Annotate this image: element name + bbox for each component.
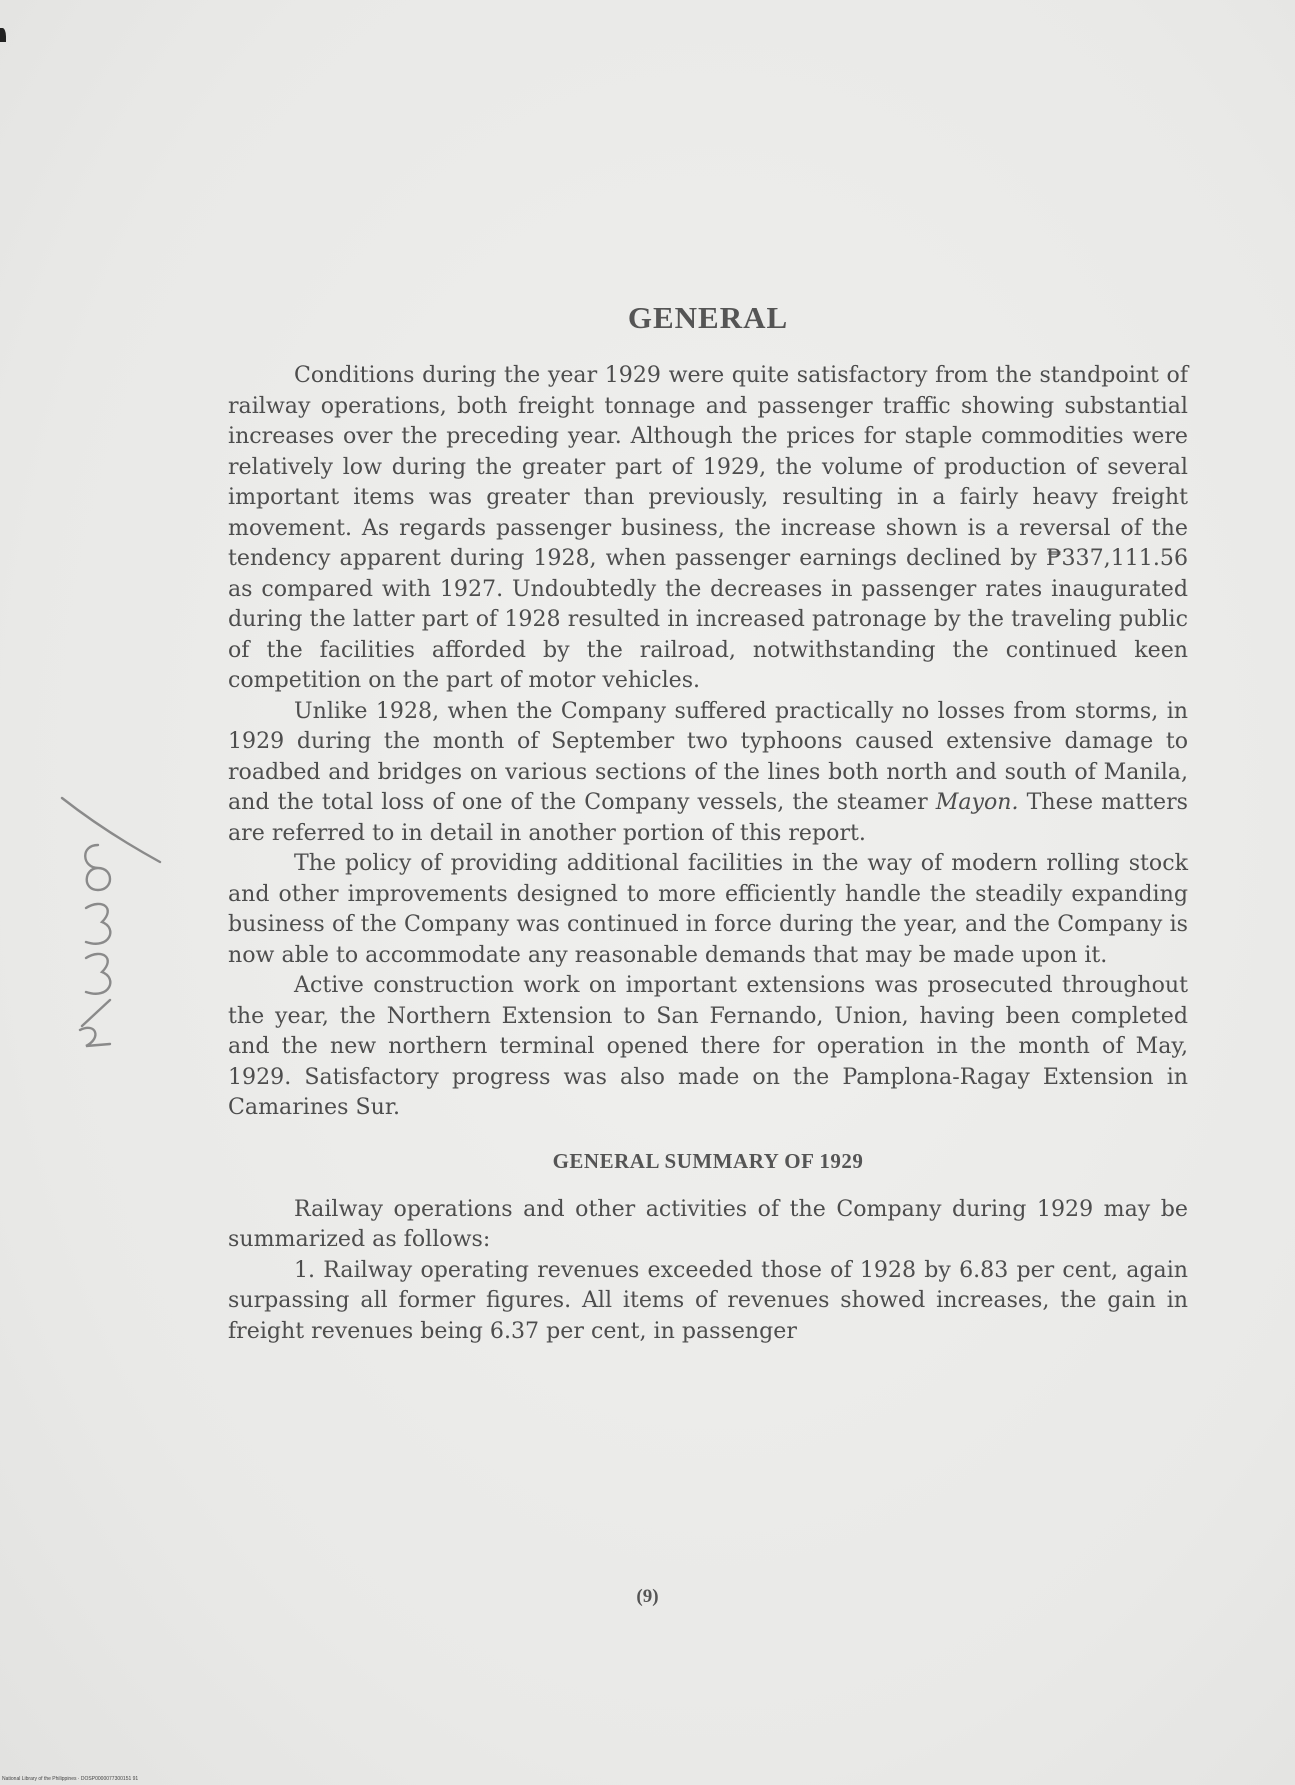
paragraph-storms-text-a: Unlike 1928, when the Company suffered practically no losses from storms, in 1929 during the month of September two typhoons caused extensive damage to roadbed and bridges on various sections of the lines both north and south of Manila, and the total loss of one of the Company vessels, the steamer (228, 697, 1188, 815)
corner-ink-mark (0, 28, 6, 42)
paragraph-construction: Active construction work on important extensions was prosecuted throughout the year, the Northern Extension to San Fernando, Union, having been completed and the new northern terminal opened there for operation in the month of May, 1929. Satisfactory progress was also made on the Pamplona-Ragay Extension in Camarines Sur. (228, 972, 1188, 1120)
paragraph-storms-text-b: These matters are referred to in detail in another portion of this report. (228, 789, 1188, 846)
summary-heading: GENERAL SUMMARY OF 1929 (552, 1148, 864, 1173)
archive-footer: National Library of the Philippines · DOSP0000077300151 91 (2, 1776, 139, 1782)
summary-item-1: 1. Railway operating revenues exceeded those of 1928 by 6.83 per cent, again surpassing all former figures. All items of revenues showed increases, the gain in freight revenues being 6.37 per cent, in passenger (228, 1256, 1188, 1344)
paragraph-storms (228, 696, 1188, 849)
paragraph-policy: The policy of providing additional facilities in the way of modern rolling stock and other improvements designed to more efficiently handle the steadily expanding business of the Company was continued in force during the year, and the Company is now able to accommodate any reasonable demands that may be made upon it. (228, 850, 1188, 968)
summary-intro: Railway operations and other activities of the Company during 1929 may be summarized as follows: (228, 1195, 1188, 1252)
vessel-name: Mayon. (935, 789, 1019, 815)
handwritten-annotation (40, 790, 180, 1050)
paragraph-conditions: Conditions during the year 1929 were quite satisfactory from the standpoint of railway operations, both freight tonnage and passenger traffic showing substantial increases over the preceding year. Although the prices for staple commodities were relatively low during the greater part of 1929, the volume of production of several important items was greater than previously, resulting in a fairly heavy freight movement. As regards passenger business, the increase shown is a reversal of the tendency apparent during 1928, when passenger earnings declined by ₱337,111.56 as compared with 1927. Undoubtedly the decreases in passenger rates inaugurated during the latter part of 1928 resulted in increased patronage by the traveling public of the facilities afforded by the railroad, notwithstanding the continued keen competition on the part of motor vehicles. (228, 362, 1188, 693)
document-body (228, 300, 1188, 1346)
section-heading: GENERAL (627, 300, 789, 335)
page-number: (9) (636, 1586, 659, 1607)
